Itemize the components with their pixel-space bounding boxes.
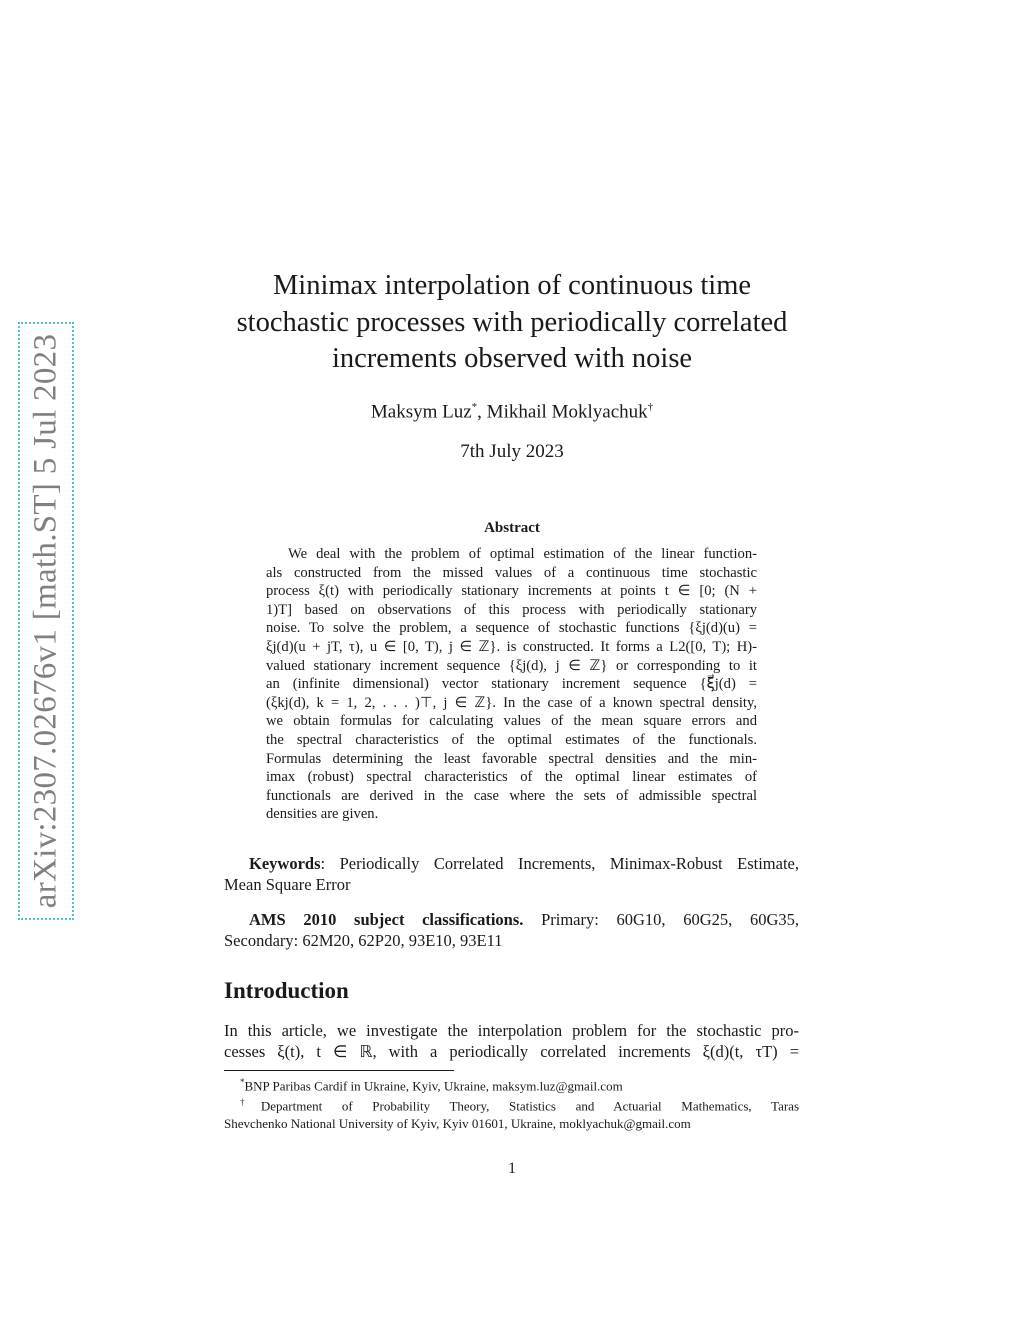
paper-date: 7th July 2023 — [460, 441, 564, 462]
abstract-line: als constructed from the missed values of a continuous time stochastic — [266, 564, 757, 581]
abstract-line: functionals are derived in the case where the sets of admissible spectral — [266, 787, 757, 804]
introduction-paragraph — [224, 1020, 799, 1062]
arxiv-identifier: arXiv:2307.02676v1 [math.ST] 5 Jul 2023 — [27, 333, 64, 909]
author-name: Maksym Luz — [370, 401, 472, 423]
keywords-line: Mean Square Error — [224, 875, 351, 894]
footnotes — [224, 1074, 799, 1132]
abstract-line: imax (robust) spectral characteristics of the optimal linear estimates of — [266, 769, 757, 786]
abstract-line: valued stationary increment sequence {ξj(d), j ∈ ℤ} or corresponding to it — [266, 657, 757, 674]
keywords-text: : Periodically Correlated Increments, Minimax-Robust Estimate, — [320, 854, 799, 873]
keywords-paragraph — [224, 853, 799, 895]
ams-label: AMS 2010 subject classifications. — [249, 910, 524, 929]
title-line: Minimax interpolation of continuous time — [272, 270, 752, 301]
author-separator: , — [477, 401, 487, 423]
abstract-line: noise. To solve the problem, a sequence of stochastic functions {ξj(d)(u) = — [266, 620, 757, 637]
footnote-2-continued: Shevchenko National University of Kyiv, Kyiv 01601, Ukraine, moklyachuk@gmail.com — [224, 1115, 691, 1131]
paper-title — [200, 268, 824, 378]
title-line: stochastic processes with periodically correlated — [236, 306, 788, 338]
keywords-line — [224, 853, 799, 874]
abstract-line: the spectral characteristics of the optimal estimates of the functionals. — [266, 731, 757, 748]
section-heading-introduction: Introduction — [224, 978, 349, 1003]
ams-line — [224, 909, 799, 930]
intro-line: cesses ξ(t), t ∈ ℝ, with a periodically correlated increments ξ(d)(t, τT) = — [224, 1042, 799, 1061]
abstract-line: 1)T] based on observations of this process with periodically stationary — [266, 601, 757, 618]
footnote-marker: † — [647, 401, 654, 413]
ams-line: Secondary: 62M20, 62P20, 93E10, 93E11 — [224, 931, 503, 950]
footnote-1 — [224, 1074, 799, 1094]
abstract-body — [266, 545, 757, 824]
abstract-line: an (infinite dimensional) vector stationary increment sequence {ξ⃗j(d) = — [266, 676, 757, 693]
abstract-line: densities are given. — [266, 806, 379, 823]
abstract-line: We deal with the problem of optimal estimation of the linear function- — [288, 546, 757, 562]
ams-paragraph — [224, 909, 799, 951]
intro-line: In this article, we investigate the interpolation problem for the stochastic pro- — [224, 1021, 799, 1040]
abstract-line: process ξ(t) with periodically stationary increments at points t ∈ [0; (N + — [266, 583, 757, 600]
abstract-line: ξj(d)(u + jT, τ), u ∈ [0, T), j ∈ ℤ}. is constructed. It forms a L2([0, T); H)- — [266, 638, 757, 655]
footnote-divider — [224, 1070, 454, 1071]
title-line: increments observed with noise — [331, 343, 693, 374]
page-number: 1 — [508, 1160, 516, 1177]
footnote-marker: † — [240, 1097, 261, 1108]
keywords-label: Keywords — [249, 854, 321, 873]
abstract-line: we obtain formulas for calculating values of the mean square errors and — [266, 713, 757, 730]
footnote-text: Department of Probability Theory, Statistics and Actuarial Mathematics, Taras — [260, 1098, 799, 1114]
abstract-line: Formulas determining the least favorable spectral densities and the min- — [266, 750, 757, 767]
abstract-heading: Abstract — [484, 520, 540, 536]
footnote-text: BNP Paribas Cardif in Ukraine, Kyiv, Ukraine, maksym.luz@gmail.com — [244, 1078, 623, 1094]
footnote-marker: * — [471, 401, 478, 413]
author-name: Mikhail Moklyachuk — [486, 401, 648, 423]
authors — [200, 401, 824, 423]
footnote-marker: * — [240, 1077, 245, 1087]
abstract-line: (ξkj(d), k = 1, 2, . . . )⊤, j ∈ ℤ}. In the case of a known spectral density, — [266, 694, 757, 711]
ams-primary: Primary: 60G10, 60G25, 60G35, — [523, 910, 799, 929]
footnote-2 — [224, 1094, 799, 1114]
